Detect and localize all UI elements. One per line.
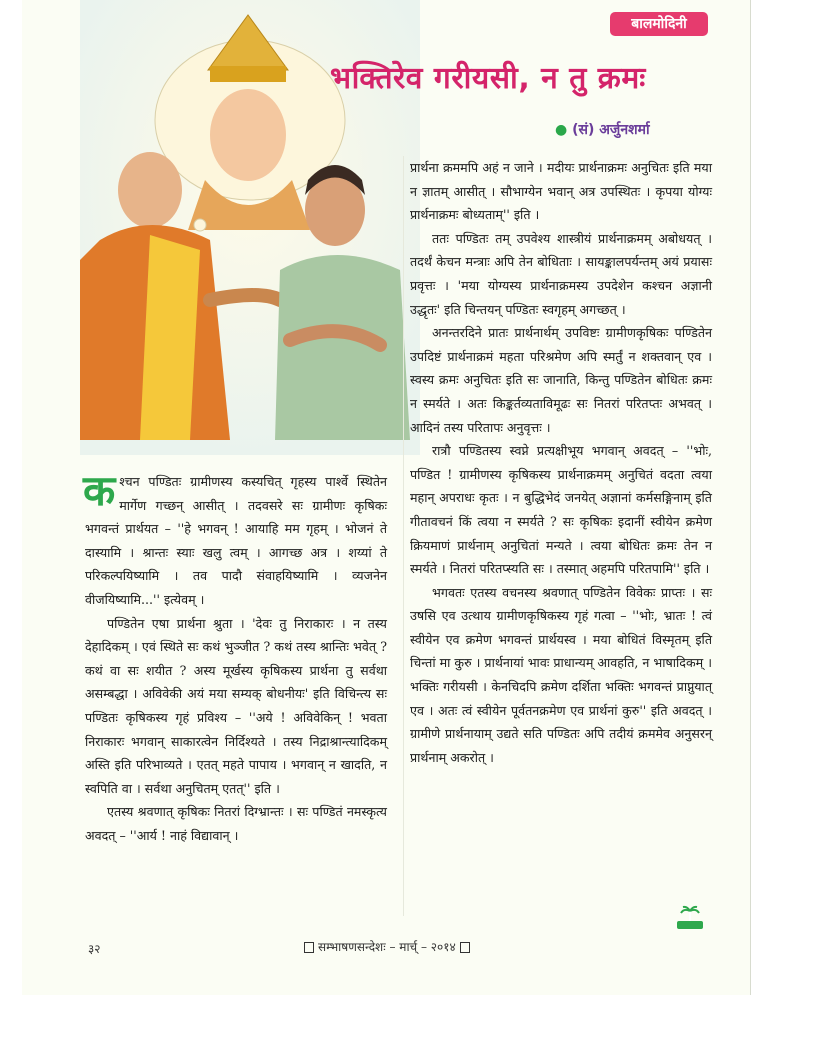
paragraph: प्रार्थना क्रममपि अहं न जाने । मदीयः प्रार्थनाक्रमः अनुचितः इति मया न ज्ञातम् आसीत् । सौभाग्येन भवान् अत्र उपस्थितः । कृपया योग्यः प्रार्थनाक्रमः बोध्यताम्'' इति । <box>410 160 712 223</box>
left-column <box>83 466 388 848</box>
bullet-icon: ● <box>555 122 568 138</box>
journal-name: सम्भाषणसन्देशः – मार्च् – २०१४ <box>318 940 456 954</box>
section-badge: बालमोदिनी <box>610 12 708 36</box>
palm-tree-icon <box>677 905 703 929</box>
square-icon <box>304 942 314 953</box>
page-number: ३२ <box>88 942 101 956</box>
author-name: (सं) अर्जुनशर्मा <box>572 122 650 138</box>
article-author <box>555 120 650 139</box>
opening-paragraph <box>83 466 387 612</box>
paragraph: ततः पण्डितः तम् उपवेश्य शास्त्रीयं प्रार्थनाक्रमम् अबोधयत् । तदर्थं केचन मन्त्राः अपि तेन बोधिताः । सायङ्कालपर्यन्तम् अयं प्रयासः प्रवृत्तः । 'मया योग्यस्य प्रार्थनाक्रमस्य उपदेशेन कश्चन अज्ञानी उद्धृतः' इति चिन्तयन् पण्डितः स्वगृहम् अगच्छत् । <box>410 230 712 317</box>
paragraph-text: श्चन पण्डितः ग्रामीणस्य कस्यचित् गृहस्य पार्श्वे स्थितेन मार्गेण गच्छन् आसीत् । तदवसरे सः ग्रामीणः कृषिकः भगवन्तं प्रार्थयत – ''हे भगवन् ! आयाहि मम गृहम् । भोजनं ते दास्यामि । श्रान्तः स्याः खलु त्वम् । आगच्छ अत्र । शय्यां ते परिकल्पयिष्यामि । तव पादौ संवाहयिष्यामि । व्यजनेन वीजयिष्यामि...'' इत्येवम् । <box>85 474 387 607</box>
drop-cap: क <box>83 466 116 515</box>
square-icon <box>460 942 470 953</box>
column-divider <box>403 156 404 916</box>
paragraph: रात्रौ पण्डितस्य स्वप्ने प्रत्यक्षीभूय भगवान् अवदत् – ''भोः, पण्डित ! ग्रामीणस्य कृषिकस्य प्रार्थनाक्रमम् अनुचितं वदता त्वया महान् अपराधः कृतः । न बुद्धिभेदं जनयेत् अज्ञानां कर्मसङ्गिनाम् इति गीतावचनं किं त्वया न स्मर्यते ? सः कृषिकः इदानीं स्वीयेन क्रमेण क्रियमाणं प्रार्थनाम् अनुचितां मन्यते । त्वया बोधितः क्रमः तेन न स्मर्यते । नितरां परितप्स्यति सः । तस्मात् अहमपि परितपामि'' इति । <box>410 443 712 577</box>
journal-footer <box>300 938 474 955</box>
right-column <box>410 156 712 769</box>
paragraph: अनन्तरदिने प्रातः प्रार्थनार्थम् उपविष्टः ग्रामीणकृषिकः पण्डितेन उपदिष्टं प्रार्थनाक्रमं महता परिश्रमेण अपि स्मर्तुं न शक्तवान् एव । स्वस्य क्रमः अनुचितः इति सः जानाति, किन्तु पण्डितेन बोधितः क्रमः न स्मर्यते । अतः किङ्कर्तव्यताविमूढः सः नितरां परितप्तः अभवत् । आदिनं तस्य परितापः अनुवृत्तः । <box>410 325 712 435</box>
paragraph: पण्डितेन एषा प्रार्थना श्रुता । 'देवः तु निराकारः । न तस्य देहादिकम् । एवं स्थिते सः कथं भुञ्जीत ? कथं तस्य श्रान्तिः भवेत् ? कथं वा सः शयीत ? अस्य मूर्खस्य कृषिकस्य प्रार्थना तु सर्वथा असम्बद्धा । अविवेकी अयं मया सम्यक् बोधनीयः' इति विचिन्त्य सः पण्डितः कृषिकस्य गृहं प्रविश्य – ''अये ! अविवेकिन् ! भवता निराकारः भगवान् साकारत्वेन निर्दिश्यते । तस्य निद्राश्रान्त्यादिकम् अस्ति इति परिभाव्यते । एतत् महते पापाय । भगवान् न खादति, न स्वपिति वा । सर्वथा अनुचितम् एतत्'' इति । <box>85 615 388 796</box>
paragraph: भगवतः एतस्य वचनस्य श्रवणात् पण्डितेन विवेकः प्राप्तः । सः उषसि एव उत्थाय ग्रामीणकृषिकस्य गृहं गत्वा – ''भोः, भ्रातः ! त्वं स्वीयेन एव क्रमेण भगवन्तं प्रार्थयस्व । मया बोधितं विस्मृतम् इति चिन्तां मा कुरु । प्रार्थनायां भावः प्राधान्यम् आवहति, न भाषादिकम् । भक्तिः गरीयसी । केनचिदपि क्रमेण दर्शिता भक्तिः भगवन्तं प्राप्नुयात् एव । अतः त्वं स्वीयेन पूर्वतनक्रमेण एव प्रार्थनां कुरु'' इति अवदत् । ग्रामीणे प्रार्थनायाम् उद्यते सति पण्डितः अपि तदीयं क्रममेव अनुसरन् प्रार्थनाम् अकरोत् । <box>410 584 712 765</box>
paragraph: एतस्य श्रवणात् कृषिकः नितरां दिग्भ्रान्तः । सः पण्डितं नमस्कृत्य अवदत् – ''आर्य ! नाहं विद्यावान् । <box>85 804 387 843</box>
article-title: भक्तिरेव गरीयसी, न तु क्रमः <box>330 61 646 96</box>
